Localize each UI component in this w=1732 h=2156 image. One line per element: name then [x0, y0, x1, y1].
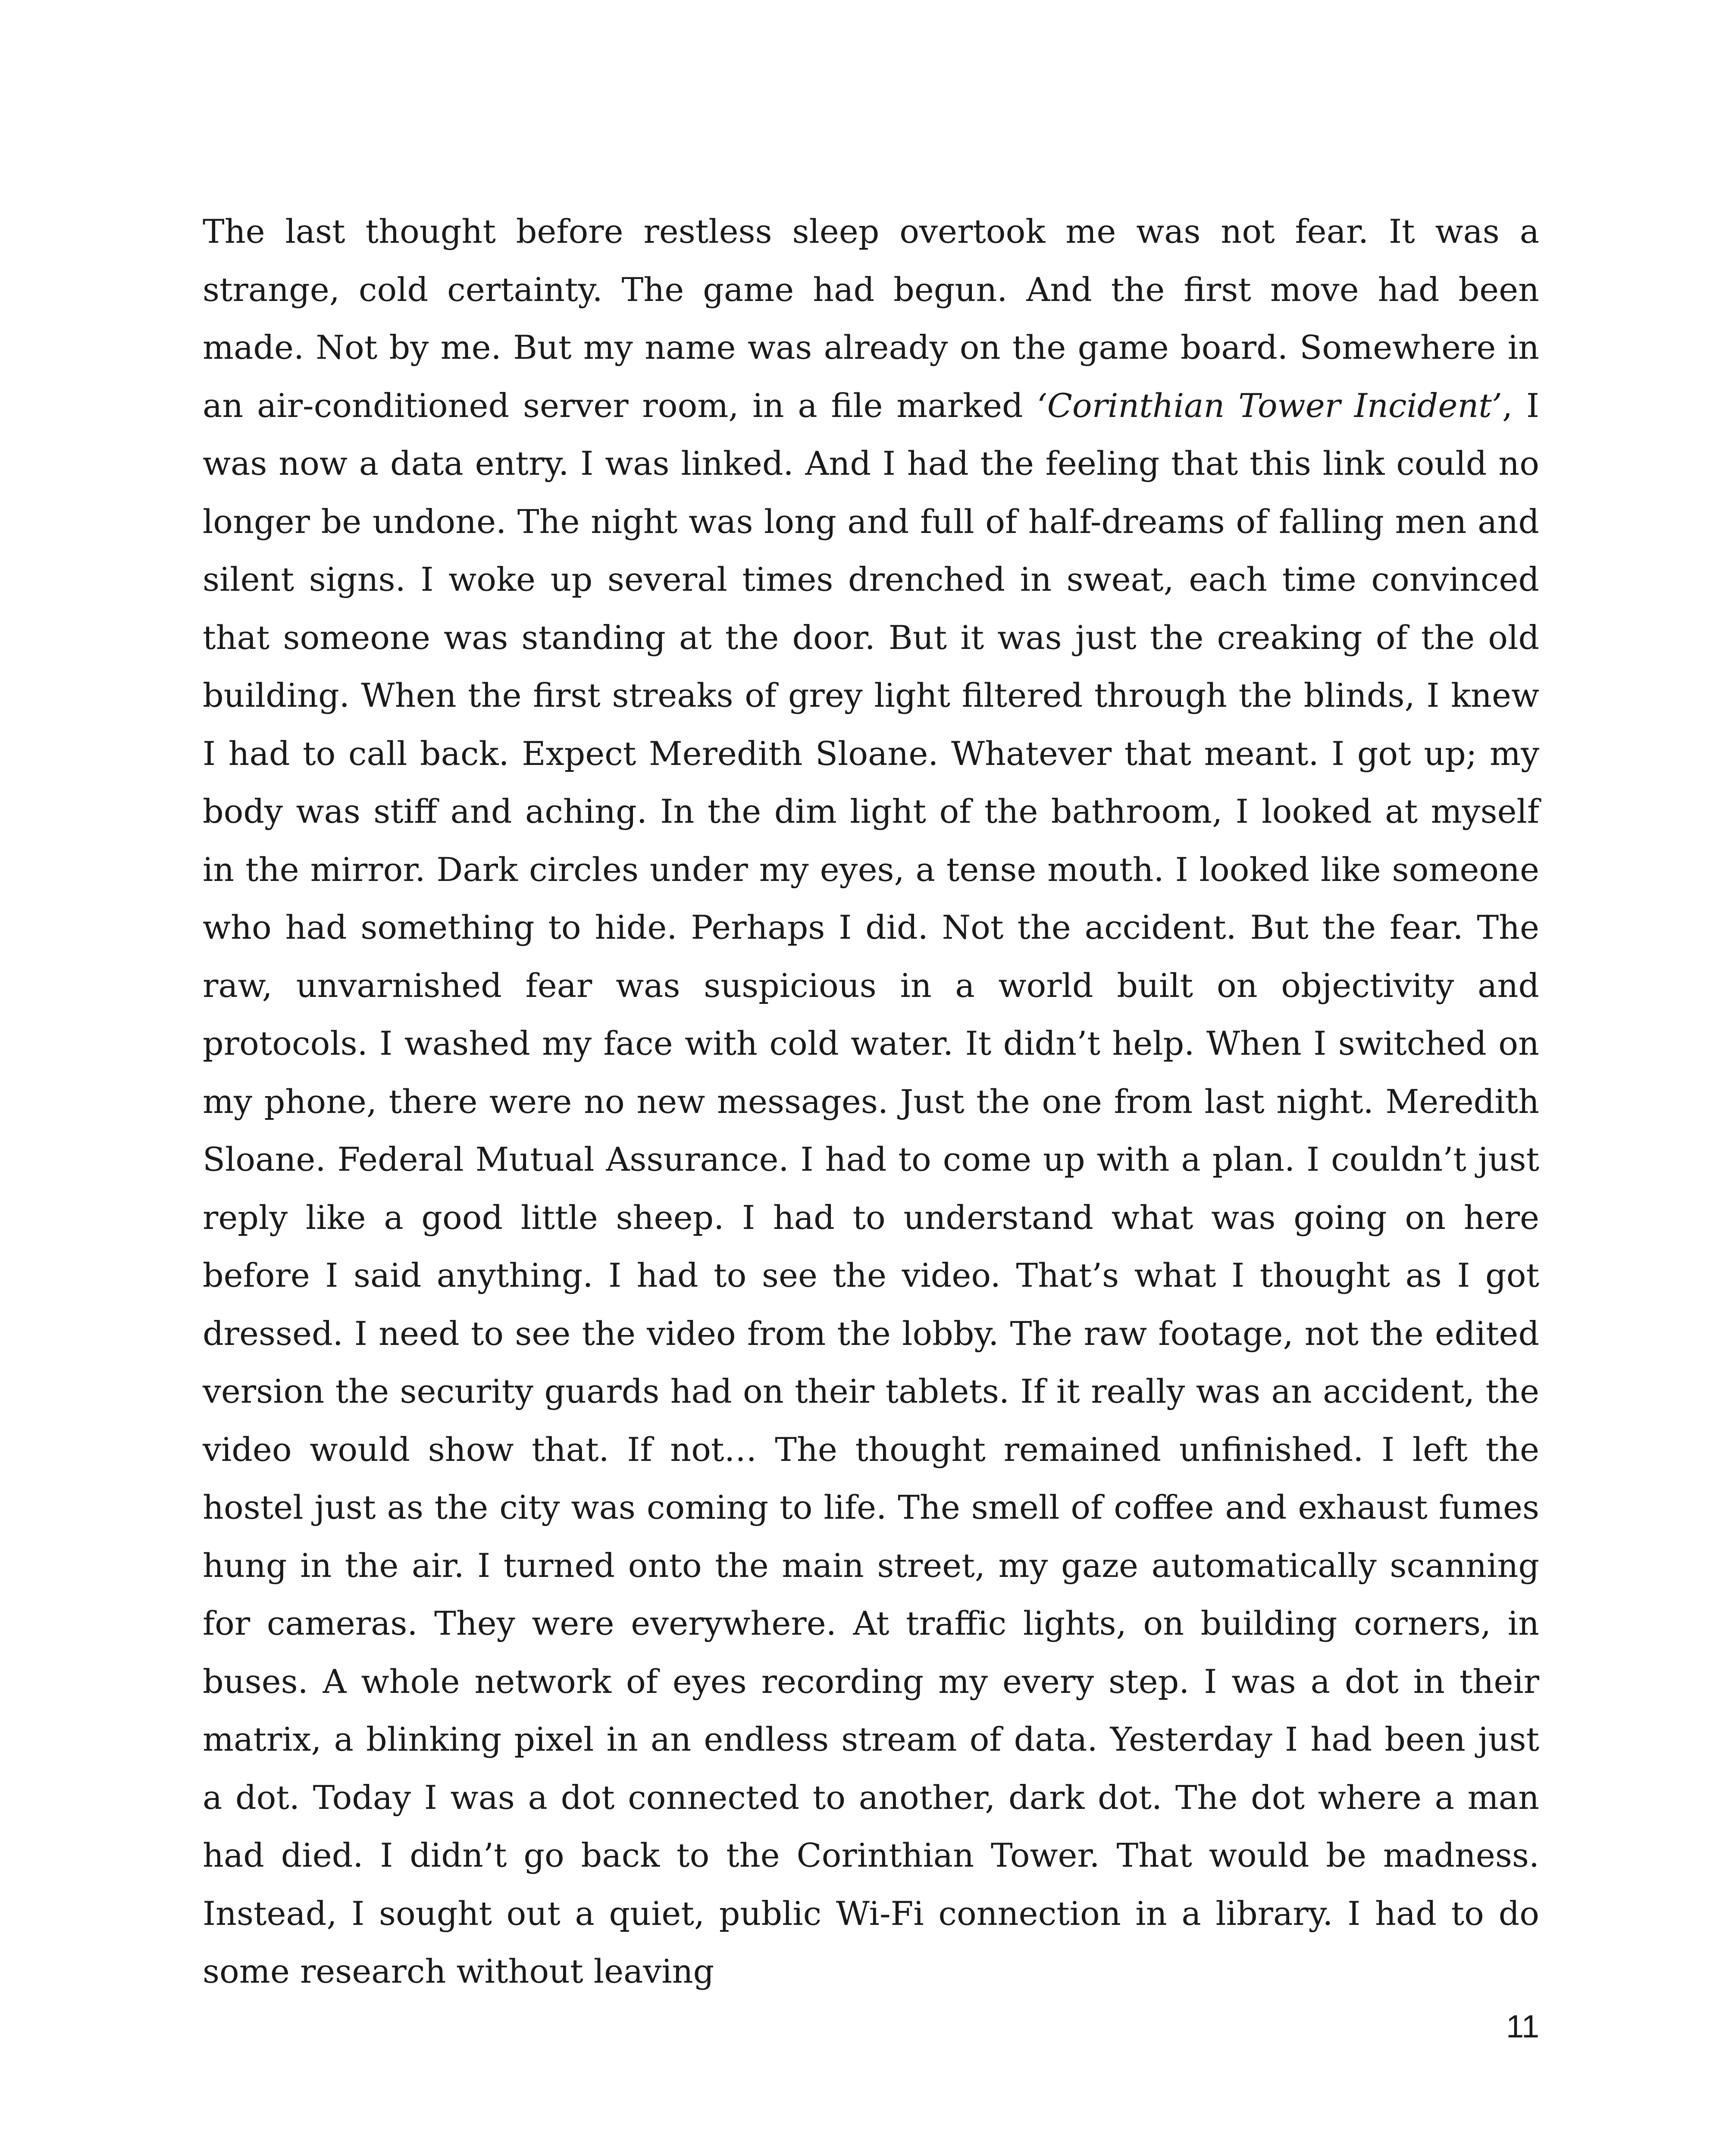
page-number: 11	[1506, 2009, 1539, 2044]
italic-file-name: ‘Corinthian Tower Incident’	[1037, 386, 1502, 425]
paragraph-text-part-1: The last thought before restless sleep overtook me was not fear. It was a strange, cold certainty. The game had begun. And the first move had been made. Not by me. But my name was already on the game board. Somewhere in an air-conditioned server room, in a file marked	[203, 212, 1539, 425]
paragraph-text-part-2: , I was now a data entry. I was linked. And I had the feeling that this link could no longer be undone. The night was long and full of half-dreams of falling men and silent signs. I woke up several times drenched in sweat, each time convinced that someone was standing at the door. But it was just the creaking of the old building. When the first streaks of grey light filtered through the blinds, I knew I had to call back. Expect Meredith Sloane. Whatever that meant. I got up; my body was stiff and aching. In the dim light of the bathroom, I looked at myself in the mirror. Dark circles under my eyes, a tense mouth. I looked like someone who had something to hide. Perhaps I did. Not the accident. But the fear. The raw, unvarnished fear was suspicious in a world built on objectivity and protocols. I washed my face with cold water. It didn’t help. When I switched on my phone, there were no new messages. Just the one from last night. Meredith Sloane. Federal Mutual Assurance. I had to come up with a plan. I couldn’t just reply like a good little sheep. I had to understand what was going on here before I said anything. I had to see the video. That’s what I thought as I got dressed. I need to see the video from the lobby. The raw footage, not the edited version the security guards had on their tablets. If it really was an accident, the video would show that. If not… The thought remained unfinished. I left the hostel just as the city was coming to life. The smell of coffee and exhaust fumes hung in the air. I turned onto the main street, my gaze automatically scanning for cameras. They were everywhere. At traffic lights, on building corners, in buses. A whole network of eyes recording my every step. I was a dot in their matrix, a blinking pixel in an endless stream of data. Yesterday I had been just a dot. Today I was a dot connected to another, dark dot. The dot where a man had died. I didn’t go back to the Corinthian Tower. That would be madness. Instead, I sought out a quiet, public Wi-Fi connection in a library. I had to do some research without leaving	[203, 386, 1539, 1990]
body-paragraph	[203, 203, 1539, 2001]
